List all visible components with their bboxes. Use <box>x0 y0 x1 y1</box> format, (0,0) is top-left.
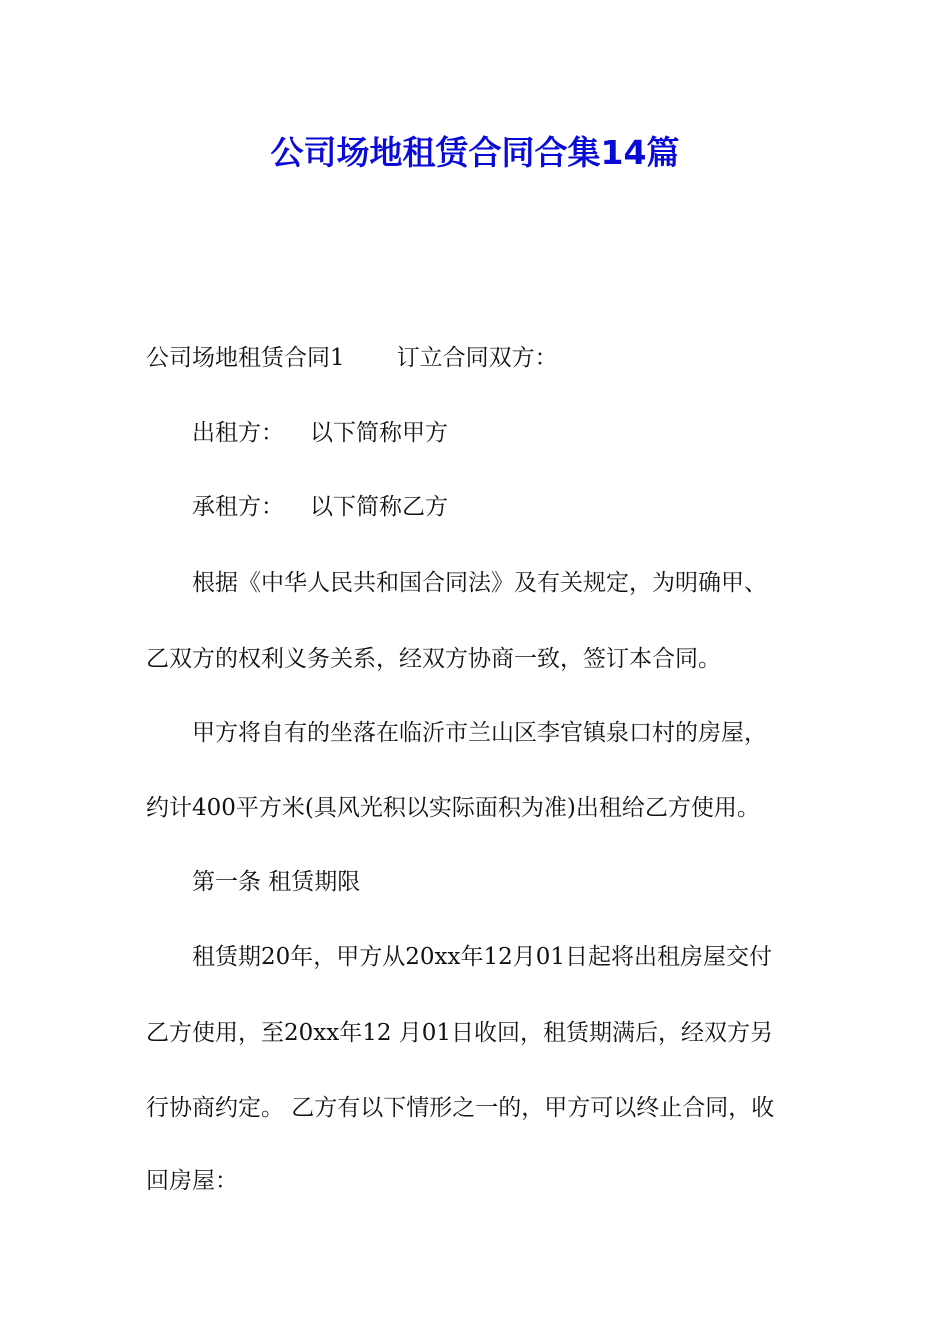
paragraph-line: 甲方将自有的坐落在临沂市兰山区李官镇泉口村的房屋， <box>192 720 767 746</box>
lessee-value: 以下简称乙方 <box>310 494 448 520</box>
lessor-label: 出租方： <box>192 420 284 446</box>
section-heading: 第一条 租赁期限 <box>192 869 361 895</box>
lessor-value: 以下简称甲方 <box>310 420 448 446</box>
contract-parties-label: 订立合同双方： <box>396 345 558 371</box>
paragraph-line: 回房屋： <box>146 1168 238 1194</box>
paragraph-line: 租赁期20年，甲方从20xx年12月01日起将出租房屋交付 <box>192 944 773 970</box>
paragraph-line <box>192 418 448 448</box>
paragraph-line: 乙方使用，至20xx年12 月01日收回，租赁期满后，经双方另 <box>146 1020 774 1046</box>
paragraph-line <box>146 343 558 373</box>
paragraph-line <box>192 492 448 522</box>
lessee-label: 承租方： <box>192 494 284 520</box>
document-title: 公司场地租赁合同合集14篇 <box>270 133 680 172</box>
paragraph-line: 乙双方的权利义务关系，经双方协商一致，签订本合同。 <box>146 646 721 672</box>
paragraph-line: 约计400平方米(具风光积以实际面积为准)出租给乙方使用。 <box>146 795 760 821</box>
paragraph-line: 行协商约定。 乙方有以下情形之一的，甲方可以终止合同，收 <box>146 1095 775 1121</box>
paragraph-line: 根据《中华人民共和国合同法》及有关规定，为明确甲、 <box>192 570 767 596</box>
contract-heading: 公司场地租赁合同1 <box>146 345 345 371</box>
